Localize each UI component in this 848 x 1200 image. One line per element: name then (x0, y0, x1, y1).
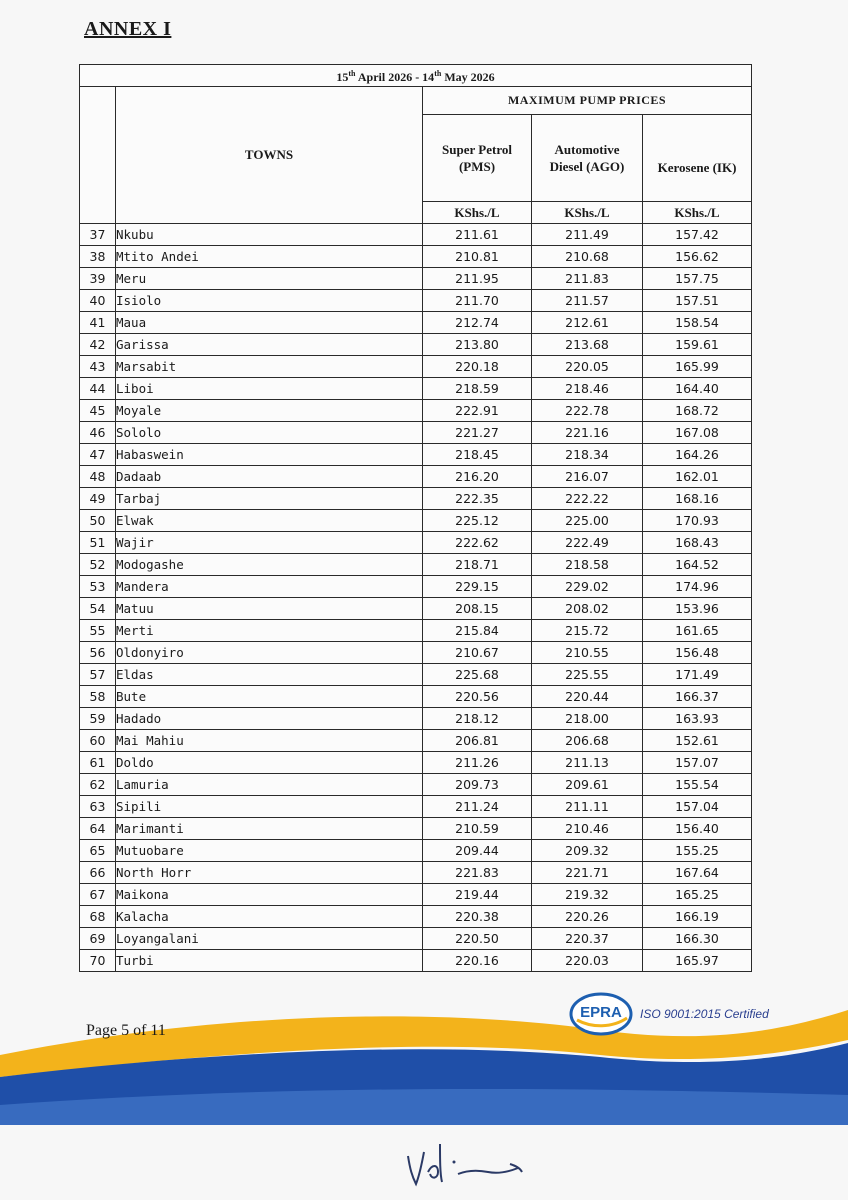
price-pms: 218.59 (423, 378, 532, 400)
price-ik: 157.42 (643, 224, 752, 246)
price-ago: 211.11 (532, 796, 643, 818)
period-header: 15th April 2026 - 14th May 2026 (80, 65, 752, 87)
row-number: 46 (80, 422, 116, 444)
price-ik: 156.48 (643, 642, 752, 664)
page-number: Page 5 of 11 (86, 1022, 166, 1039)
price-ago: 222.49 (532, 532, 643, 554)
table-row (80, 730, 752, 752)
price-pms: 221.83 (423, 862, 532, 884)
price-ago: 215.72 (532, 620, 643, 642)
town-name: Merti (116, 620, 423, 642)
row-number: 42 (80, 334, 116, 356)
price-pms: 211.61 (423, 224, 532, 246)
price-pms: 212.74 (423, 312, 532, 334)
price-pms: 220.16 (423, 950, 532, 972)
table-row (80, 290, 752, 312)
town-name: Sipili (116, 796, 423, 818)
price-ago: 210.46 (532, 818, 643, 840)
product-header-ik: Kerosene (IK) (643, 115, 752, 202)
town-name: Turbi (116, 950, 423, 972)
table-row (80, 620, 752, 642)
row-number: 38 (80, 246, 116, 268)
row-number: 62 (80, 774, 116, 796)
price-pms: 229.15 (423, 576, 532, 598)
price-ik: 164.26 (643, 444, 752, 466)
price-ago: 206.68 (532, 730, 643, 752)
row-number: 55 (80, 620, 116, 642)
price-pms: 210.67 (423, 642, 532, 664)
table-row (80, 774, 752, 796)
price-ago: 229.02 (532, 576, 643, 598)
town-name: Doldo (116, 752, 423, 774)
price-ago: 222.78 (532, 400, 643, 422)
logo-text: EPRA (580, 1004, 622, 1021)
iso-certification: ISO 9001:2015 Certified (640, 1007, 769, 1021)
town-name: Garissa (116, 334, 423, 356)
row-number: 59 (80, 708, 116, 730)
price-ago: 210.55 (532, 642, 643, 664)
table-row (80, 444, 752, 466)
price-ik: 157.75 (643, 268, 752, 290)
table-row (80, 862, 752, 884)
town-name: Bute (116, 686, 423, 708)
row-number: 56 (80, 642, 116, 664)
price-ik: 156.40 (643, 818, 752, 840)
towns-header: TOWNS (116, 87, 423, 224)
row-number: 54 (80, 598, 116, 620)
footer-wave (0, 985, 848, 1125)
price-pms: 209.73 (423, 774, 532, 796)
price-ik: 157.07 (643, 752, 752, 774)
price-ik: 168.72 (643, 400, 752, 422)
price-pms: 210.59 (423, 818, 532, 840)
price-ik: 157.04 (643, 796, 752, 818)
table-row (80, 334, 752, 356)
town-name: North Horr (116, 862, 423, 884)
price-ik: 168.16 (643, 488, 752, 510)
row-number: 51 (80, 532, 116, 554)
price-ik: 152.61 (643, 730, 752, 752)
table-row (80, 466, 752, 488)
price-ago: 213.68 (532, 334, 643, 356)
price-ik: 158.54 (643, 312, 752, 334)
town-name: Liboi (116, 378, 423, 400)
price-ago: 220.44 (532, 686, 643, 708)
row-number: 68 (80, 906, 116, 928)
table-body (80, 224, 752, 972)
price-pms: 211.26 (423, 752, 532, 774)
row-number: 57 (80, 664, 116, 686)
price-pms: 211.70 (423, 290, 532, 312)
price-pms: 210.81 (423, 246, 532, 268)
row-number: 40 (80, 290, 116, 312)
town-name: Mutuobare (116, 840, 423, 862)
table-row (80, 642, 752, 664)
product-header-pms: Super Petrol (PMS) (423, 115, 532, 202)
table-row (80, 928, 752, 950)
price-ago: 218.34 (532, 444, 643, 466)
price-ik: 162.01 (643, 466, 752, 488)
price-pms: 220.38 (423, 906, 532, 928)
price-ik: 167.64 (643, 862, 752, 884)
town-name: Matuu (116, 598, 423, 620)
price-ago: 216.07 (532, 466, 643, 488)
town-name: Moyale (116, 400, 423, 422)
table-row (80, 356, 752, 378)
price-ik: 166.37 (643, 686, 752, 708)
price-pms: 222.35 (423, 488, 532, 510)
table-row (80, 752, 752, 774)
unit-header-ago: KShs./L (532, 202, 643, 224)
town-name: Mtito Andei (116, 246, 423, 268)
price-pms: 225.68 (423, 664, 532, 686)
row-number: 67 (80, 884, 116, 906)
price-ik: 164.52 (643, 554, 752, 576)
unit-header-pms: KShs./L (423, 202, 532, 224)
price-ik: 164.40 (643, 378, 752, 400)
row-number: 48 (80, 466, 116, 488)
table-row (80, 422, 752, 444)
town-name: Habaswein (116, 444, 423, 466)
table-row (80, 708, 752, 730)
price-pms: 220.18 (423, 356, 532, 378)
table-row (80, 378, 752, 400)
price-ik: 166.19 (643, 906, 752, 928)
town-name: Modogashe (116, 554, 423, 576)
town-name: Lamuria (116, 774, 423, 796)
price-ago: 225.00 (532, 510, 643, 532)
max-pump-prices-header: MAXIMUM PUMP PRICES (423, 87, 752, 115)
price-pms: 216.20 (423, 466, 532, 488)
price-ago: 211.83 (532, 268, 643, 290)
price-ik: 174.96 (643, 576, 752, 598)
row-number: 52 (80, 554, 116, 576)
table-row (80, 268, 752, 290)
annex-title: ANNEX I (84, 18, 172, 40)
price-ik: 161.65 (643, 620, 752, 642)
town-name: Mai Mahiu (116, 730, 423, 752)
price-ago: 218.58 (532, 554, 643, 576)
row-number: 64 (80, 818, 116, 840)
table-row (80, 664, 752, 686)
price-ago: 225.55 (532, 664, 643, 686)
price-ik: 165.97 (643, 950, 752, 972)
row-number: 50 (80, 510, 116, 532)
pump-prices-table (79, 64, 752, 972)
price-ago: 220.37 (532, 928, 643, 950)
price-ago: 208.02 (532, 598, 643, 620)
price-ago: 211.57 (532, 290, 643, 312)
price-ago: 221.71 (532, 862, 643, 884)
table-row (80, 488, 752, 510)
table-row (80, 818, 752, 840)
price-ik: 167.08 (643, 422, 752, 444)
row-number: 44 (80, 378, 116, 400)
price-ago: 220.05 (532, 356, 643, 378)
row-number: 60 (80, 730, 116, 752)
price-pms: 208.15 (423, 598, 532, 620)
price-ik: 157.51 (643, 290, 752, 312)
table-row (80, 400, 752, 422)
price-pms: 218.71 (423, 554, 532, 576)
price-pms: 225.12 (423, 510, 532, 532)
price-ago: 211.49 (532, 224, 643, 246)
price-pms: 219.44 (423, 884, 532, 906)
unit-header-ik: KShs./L (643, 202, 752, 224)
table-row (80, 598, 752, 620)
price-pms: 206.81 (423, 730, 532, 752)
table-row (80, 312, 752, 334)
row-number: 49 (80, 488, 116, 510)
price-pms: 209.44 (423, 840, 532, 862)
epra-logo (567, 992, 635, 1036)
price-ik: 155.54 (643, 774, 752, 796)
town-name: Mandera (116, 576, 423, 598)
price-pms: 213.80 (423, 334, 532, 356)
price-ago: 212.61 (532, 312, 643, 334)
price-pms: 220.56 (423, 686, 532, 708)
price-ik: 170.93 (643, 510, 752, 532)
price-pms: 211.24 (423, 796, 532, 818)
town-name: Marsabit (116, 356, 423, 378)
price-ago: 221.16 (532, 422, 643, 444)
town-name: Hadado (116, 708, 423, 730)
price-ik: 155.25 (643, 840, 752, 862)
table-row (80, 906, 752, 928)
price-ago: 209.32 (532, 840, 643, 862)
price-ik: 165.25 (643, 884, 752, 906)
price-ago: 220.26 (532, 906, 643, 928)
table-row (80, 796, 752, 818)
price-ik: 168.43 (643, 532, 752, 554)
row-number: 66 (80, 862, 116, 884)
town-name: Marimanti (116, 818, 423, 840)
price-ik: 163.93 (643, 708, 752, 730)
row-number: 39 (80, 268, 116, 290)
price-ik: 153.96 (643, 598, 752, 620)
row-number: 63 (80, 796, 116, 818)
town-name: Elwak (116, 510, 423, 532)
table-row (80, 510, 752, 532)
table-row (80, 576, 752, 598)
row-number: 70 (80, 950, 116, 972)
price-pms: 222.62 (423, 532, 532, 554)
town-name: Sololo (116, 422, 423, 444)
table-row (80, 950, 752, 972)
town-name: Meru (116, 268, 423, 290)
price-ago: 220.03 (532, 950, 643, 972)
town-name: Isiolo (116, 290, 423, 312)
price-ik: 171.49 (643, 664, 752, 686)
price-pms: 220.50 (423, 928, 532, 950)
price-ago: 209.61 (532, 774, 643, 796)
town-name: Maikona (116, 884, 423, 906)
number-column-header (80, 87, 116, 224)
row-number: 69 (80, 928, 116, 950)
price-ago: 211.13 (532, 752, 643, 774)
town-name: Eldas (116, 664, 423, 686)
price-ago: 218.00 (532, 708, 643, 730)
table-row (80, 224, 752, 246)
row-number: 47 (80, 444, 116, 466)
price-ago: 218.46 (532, 378, 643, 400)
table-row (80, 884, 752, 906)
town-name: Oldonyiro (116, 642, 423, 664)
price-ik: 166.30 (643, 928, 752, 950)
signature (398, 1134, 548, 1194)
price-ago: 219.32 (532, 884, 643, 906)
table-row (80, 686, 752, 708)
town-name: Loyangalani (116, 928, 423, 950)
town-name: Wajir (116, 532, 423, 554)
price-ago: 210.68 (532, 246, 643, 268)
row-number: 58 (80, 686, 116, 708)
row-number: 43 (80, 356, 116, 378)
table-row (80, 246, 752, 268)
row-number: 37 (80, 224, 116, 246)
town-name: Kalacha (116, 906, 423, 928)
town-name: Tarbaj (116, 488, 423, 510)
product-header-ago: Automotive Diesel (AGO) (532, 115, 643, 202)
price-pms: 215.84 (423, 620, 532, 642)
price-pms: 211.95 (423, 268, 532, 290)
price-pms: 221.27 (423, 422, 532, 444)
table-row (80, 554, 752, 576)
price-ik: 156.62 (643, 246, 752, 268)
table-row (80, 532, 752, 554)
row-number: 65 (80, 840, 116, 862)
row-number: 45 (80, 400, 116, 422)
price-ago: 222.22 (532, 488, 643, 510)
town-name: Dadaab (116, 466, 423, 488)
price-pms: 222.91 (423, 400, 532, 422)
price-ik: 159.61 (643, 334, 752, 356)
table-row (80, 840, 752, 862)
row-number: 41 (80, 312, 116, 334)
price-pms: 218.12 (423, 708, 532, 730)
town-name: Maua (116, 312, 423, 334)
price-pms: 218.45 (423, 444, 532, 466)
town-name: Nkubu (116, 224, 423, 246)
row-number: 53 (80, 576, 116, 598)
row-number: 61 (80, 752, 116, 774)
price-ik: 165.99 (643, 356, 752, 378)
